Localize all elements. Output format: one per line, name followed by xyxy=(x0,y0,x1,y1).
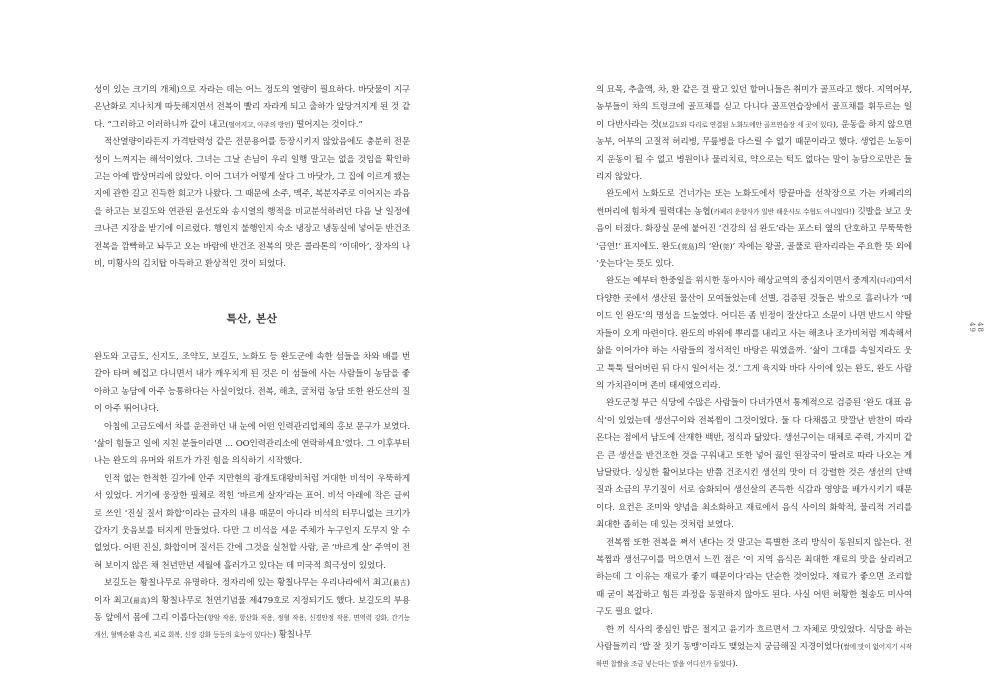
paragraph: 완도에서 노화도로 건너가는 또는 노화도에서 땅끝마을 선착장으로 가는 카페리의 썬머리에 힘차게 필력대는 농협(카페리 운항사가 일반 해운사도 수협도 아니었다!) 깃발을 보고 웃음이 터졌다. 화장실 문에 붙어진 ‘건강의 섬 완도’라는 포스터 옆의 단호하고 무뚝뚝한 ‘금연!’ 표지에도. 완도(莞島)의 ‘완(莞)’ 자에는 왕골, 골풀로 판자리라는 주요한 뜻 외에 ‘웃는다’는 뜻도 있다. xyxy=(596,189,913,270)
paragraph: 적산열량이라든지 가격탄력성 같은 전문용어를 등장시키지 않았음에도 충분히 전문성이 느껴지는 해석이었다. 그녀는 그날 손님이 우리 일행 말고는 없을 것임을 확인하고는 아예 밥상머리에 앉았다. 이어 그녀가 어떻게 살다 그 바닷가, 그 집에 이르게 됐는지에 관한 길고 진득한 회고가 나왔다. 그 때문에 소주, 맥주, 복분자주로 이어지는 과음을 하고는 보길도와 연관된 윤선도와 송시열의 행적을 비교분석하려던 다음 날 일정에 크나큰 지장을 받기에 이르렀다. 행인지 불행인지 숙소 냉장고 냉동실에 넣어둔 반건조 전복을 깜빡하고 놔두고 오는 바람에 반건조 전복의 맛은 콜라톤의 ‘이데아’, 장자의 나비, 미황사의 김치탑 아득하고 환상적인 것이 되었다. xyxy=(94,137,410,270)
right-page xyxy=(596,82,912,674)
paragraph: 보길도는 황칠나무로 유명하다. 정자리에 있는 황칠나무는 우리나라에서 최고(最古)이자 최고(最高)의 황칠나무로 천연기념물 제479호로 지정되기도 했다. 보길도의 부용동 앞에서 몸에 그리 이롭다는(항암 작용, 항산화 작용, 정혈 작용, 신경안정 작용, 면역력 강화, 간기능 개선, 혈액순환 촉진, 피로 회복, 신장 강화 등등의 효능이 있다는) 황칠나무 xyxy=(94,578,410,641)
paragraph: 완도는 예부터 한중일을 위시한 동아시아 해상교역의 중심지이면서 중계지(다리)여서 다양한 곳에서 생산된 물산이 모여들었는데 선별, 검증된 것들은 밖으로 흘러나가 ‘메이드 인 완도’의 명성을 드높였다. 어디든 좀 빈정이 잘산다고 소문이 나면 반드시 약탈자들이 오게 마련이다. 완도의 바위에 뿌리를 내리고 사는 해초나 조가비처럼 계속해서 삶을 이어가야 하는 사람들의 정서적인 바탕은 뭐였을까. ‘삶이 그대를 속일지라도 웃고 툭툭 털어버린 뒤 다시 일어서는 것.’ 그게 육지와 바다 사이에 있는 완도, 완도 사람의 가치관이며 존비 태세였으리라. xyxy=(596,276,912,391)
page-numbers xyxy=(968,322,984,339)
paragraph: 완도와 고금도, 신지도, 조약도, 보길도, 노화도 등 완도군에 속한 섬들을 차와 배를 번갈아 타며 헤집고 다니면서 내가 깨우치게 된 것은 이 섬들에 사는 사람들이 농담을 좋아하고 농담에 아주 능통하다는 사실이었다. 전복, 해초, 굴처럼 농담 또한 완도산의 질이 아주 뛰어나다. xyxy=(94,351,410,415)
paragraph: 한 끼 식사의 중심인 밥은 절지고 윤기가 흐르면서 그 자체로 맛있었다. 식당을 하는 사람들끼리 ‘밥 잘 짓기 동맹’이라도 맺었는지 궁금해질 지경이었다(쌀에 맛이 없어지기 시작하면 찹쌀을 조금 넣는다는 말을 어디선가 들었다). xyxy=(596,624,912,670)
section-heading: 특산, 본산 xyxy=(226,313,278,326)
paragraph: 아침에 고금도에서 차를 운전하던 내 눈에 어떤 인력관리업체의 홍보 문구가 보였다. ‘삶이 힘들고 일에 지친 분들이라면 ... OO인력관리소에 연락하세요’였다. 그 이후부터 나는 완도의 유머와 위트가 가진 힘을 의식하기 시작했다. xyxy=(94,421,410,467)
paragraph: 전복찜 또한 전복을 쪄서 낸다는 것 말고는 특별한 조리 방식이 동원되지 않는다. 전복찜과 생선구이를 먹으면서 느낀 점은 ‘이 지역 음식은 최대한 재료의 맛을 살리려고 하는데 그 이유는 재료가 좋기 때문이다’라는 단순한 것이었다. 재료가 좋으면 조리할 때 굳이 복잡하고 힘든 과정을 동원하지 않아도 된다. 사실 어떤 허황한 철송도 미사여구도 필요 없다. xyxy=(596,537,912,618)
paragraph: 완도군청 부근 식당에 수많은 사람들이 다녀가면서 통계적으로 검증된 ‘완도 대표 음식’이 있었는데 생선구이와 전복찜이 그것이었다. 둘 다 다채롭고 맛깔난 반찬이 따라온다는 점에서 남도에 산재한 백반, 정식과 닮았다. 생선구이는 대체로 주력, 가지미 같은 큰 생선을 반건조한 것을 구워내고 또한 넣어 끓인 된장국이 딸려로 따라 나오는 게 남달랐다. 싱싱한 활어보다는 반쯤 건조시킨 생선의 맛이 더 강렬한 것은 생선의 단백질과 소금의 무기질이 서로 숨화되어 생선살의 존득한 식감과 영양을 배가시키기 때문이다. 요컨은 조미와 양념을 최소화하고 재료에서 음식 사이의 화학적, 물리적 거리를 최대한 좁히는 데 있는 것처럼 보였다. xyxy=(596,398,912,531)
paragraph: 의 묘목, 추출액, 차, 환 같은 걸 팔고 있던 할머니들은 취미가 골프라고 했다. 지역어부, 농부들이 차의 트렁크에 골프채를 싣고 다니다 골프연습장에서 골프채를 휘두르는 일이 다반사라는 것(보길도와 다리로 연결된 노화도에만 골프연습장 세 곳이 있다), 운동을 하지 않으면 농부, 어부의 고질적 허리병, 무릎병을 다스릴 수 없기 때문이라고 했다. 생업은 노동이지 운동이 될 수 없고 병원이나 물리치료, 약으로는 턱도 없다는 말이 농담으로만은 들리지 않았다. xyxy=(596,85,912,183)
left-page xyxy=(94,82,410,645)
paragraph: 성이 있는 크기의 개체)으로 자라는 데는 어느 정도의 열량이 필요하다. 바닷물이 지구 온난화로 지나치게 따듯해지면서 전복이 빨리 자라게 되고 출하가 앞당겨지게 된 것 같다. “그러하고 이러하니까 값이 내고(떨어지고, 아주의 방언) 떨어지는 것이다.” xyxy=(94,85,410,130)
paragraph: 인적 없는 한적한 길가에 안주 지만현의 광개토대왕비처럼 거대한 비석이 우뚝하게 서 있었다. 거기에 웅장한 필체로 적힌 ‘바르게 살자’라는 표어. 비석 아래에 작은 글씨로 쓰인 ‘진실 질서 화합’이라는 글자의 내용 때문이 아니라 비석의 터무니없는 크기가 갑자기 웃음보를 터지게 만들었다. 다만 그 비석을 세운 주체가 누구인지 도무지 알 수 없었다. 어떤 진실, 화합이며 질서든 간에 그것을 실천할 사람, 곧 ‘바르게 살’ 주역이 전혀 보이지 않은 채 천년만년 세월에 흘러가고 있다는 데 미국적 희극성이 있었다. xyxy=(94,473,410,571)
page-number-left: 48 xyxy=(976,322,984,333)
page-number-right: 49 xyxy=(968,322,976,333)
